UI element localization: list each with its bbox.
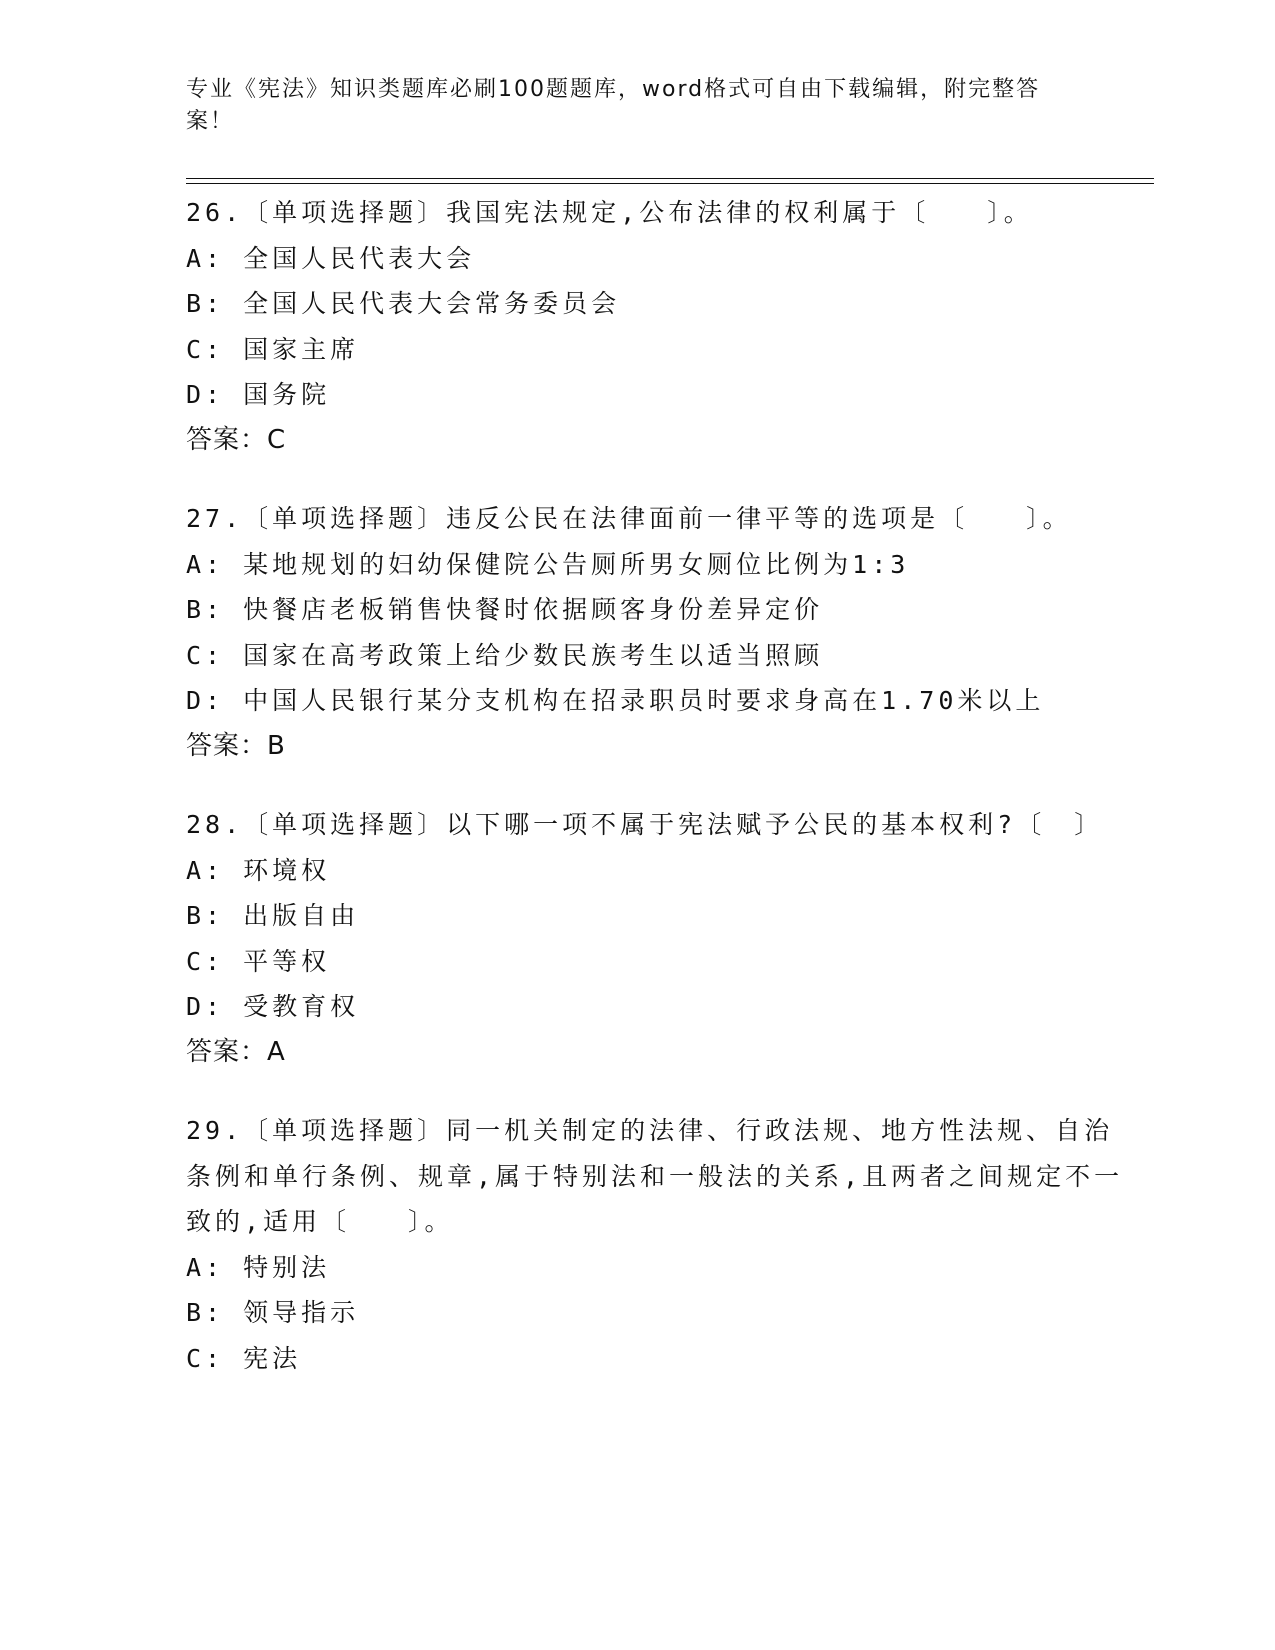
question-29 [186, 1108, 1126, 1381]
option-c: C: 宪法 [186, 1343, 302, 1373]
question-text: 27.〔单项选择题〕违反公民在法律面前一律平等的选项是〔 〕。 [186, 504, 1072, 533]
option-b: B: 出版自由 [186, 901, 360, 930]
option-a: A: 环境权 [186, 855, 331, 885]
header-rule-top [186, 178, 1154, 179]
question-text: 26.〔单项选择题〕我国宪法规定,公布法律的权利属于〔 〕。 [186, 198, 1033, 227]
option-c: C: 平等权 [186, 946, 331, 976]
question-28 [186, 802, 1126, 1075]
option-c: C: 国家主席 [186, 334, 360, 364]
option-d: D: 中国人民银行某分支机构在招录职员时要求身高在1.70米以上 [186, 686, 1045, 715]
answer-line: 答案：A [186, 1036, 286, 1067]
header-rule-bottom [186, 183, 1154, 184]
question-26 [186, 190, 1126, 463]
question-27 [186, 496, 1126, 769]
option-d: D: 受教育权 [186, 992, 360, 1021]
option-b: B: 全国人民代表大会常务委员会 [186, 289, 621, 318]
option-c: C: 国家在高考政策上给少数民族考生以适当照顾 [186, 640, 824, 670]
question-text: 29.〔单项选择题〕同一机关制定的法律、行政法规、地方性法规、自治条例和单行条例、规章,属于特别法和一般法的关系,且两者之间规定不一致的,适用〔 〕。 [186, 1116, 1124, 1236]
header-intro-text: 专业《宪法》知识类题库必刷100题题库，word格式可自由下载编辑，附完整答案！ [186, 77, 1041, 134]
option-b: B: 领导指示 [186, 1298, 360, 1327]
answer-line: 答案：C [186, 424, 287, 455]
document-header [186, 74, 1066, 138]
option-a: A: 特别法 [186, 1252, 331, 1282]
question-text: 28.〔单项选择题〕以下哪一项不属于宪法赋予公民的基本权利?〔 〕 [186, 810, 1104, 839]
option-a: A: 某地规划的妇幼保健院公告厕所男女厕位比例为1:3 [186, 549, 910, 579]
option-d: D: 国务院 [186, 380, 331, 409]
option-b: B: 快餐店老板销售快餐时依据顾客身份差异定价 [186, 595, 824, 624]
answer-line: 答案：B [186, 730, 286, 761]
question-list [186, 190, 1126, 1414]
option-a: A: 全国人民代表大会 [186, 243, 476, 273]
